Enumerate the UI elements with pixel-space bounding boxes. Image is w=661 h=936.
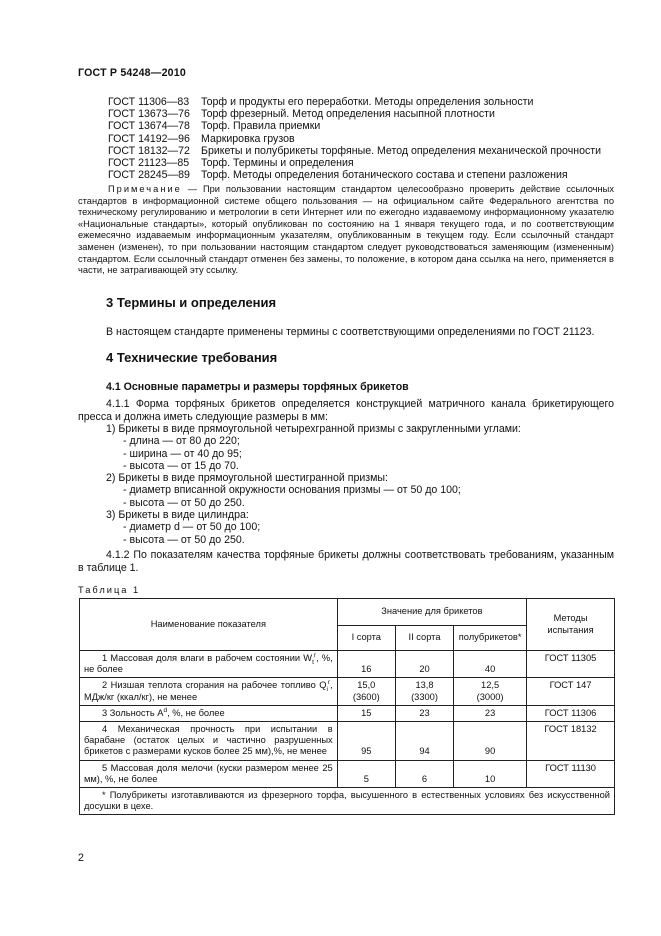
references-note <box>78 184 614 277</box>
table-row <box>80 678 615 705</box>
value-grade-2: 13,8 (3300) <box>395 678 453 705</box>
indicator-cell: 5 Массовая доля мелочи (куски размером менее 25 мм), %, не более <box>80 760 338 787</box>
list-item: - длина — от 80 до 220; <box>123 435 240 448</box>
value-grade-1: 15 <box>337 705 395 721</box>
list-item: - ширина — от 40 до 95; <box>123 447 242 460</box>
value-grade-2: 6 <box>395 760 453 787</box>
note-label: Примечание <box>108 184 182 194</box>
page-number: 2 <box>78 852 84 864</box>
reference-item <box>108 157 601 169</box>
list-item: - высота — от 15 до 70. <box>123 459 239 472</box>
header-grade-1: I сорта <box>337 626 395 651</box>
section-4-heading: 4 Технические требования <box>106 350 278 365</box>
table-row <box>80 651 615 678</box>
value-grade-1: 5 <box>337 760 395 787</box>
reference-item <box>108 96 601 108</box>
note-text: — При пользовании настоящим стандартом целесообразно проверить действие ссылочных стандартов в информационной системе общего пользования — на официальном сайте Федерального агентства по техническому регулированию и метрологии в сети Интернет или по ежегодно издаваемому информационному указателю «Национальные стандарты», который опубликован по состоянию на 1 января текущего года, и по соответствующим ежемесячно издаваемым информационным указателям, опубликованным в текущем году. Если ссылочный стандарт заменен (изменен), то при пользовании настоящим стандартом следует руководствоваться заменяющим (измененным) стандартом. Если ссылочный стандарт отменен без замены, то положение, в котором дана ссылка на него, применяется в части, не затрагивающей эту ссылку. <box>78 184 614 276</box>
header-half-briquettes: полубрикетов* <box>454 626 527 651</box>
indicator-cell: 4 Механическая прочность при испытании в барабане (остаток целых и частично разрушенных брикетов с размерами кусков более 25 мм),%, не менее <box>80 722 338 761</box>
table-row <box>80 722 615 761</box>
value-grade-2: 94 <box>395 722 453 761</box>
table-row <box>80 760 615 787</box>
list-item: - высота — от 50 до 250. <box>123 533 245 546</box>
reference-code: ГОСТ 11306—83 <box>108 96 190 108</box>
value-grade-1: 16 <box>337 651 395 678</box>
reference-item <box>108 133 601 145</box>
method-cell: ГОСТ 147 <box>527 678 615 705</box>
section-3-heading: 3 Термины и определения <box>106 295 277 310</box>
reference-title: Торф. Правила приемки <box>201 120 321 133</box>
list-item: - диаметр вписанной окружности основания призмы — от 50 до 100; <box>123 484 461 497</box>
reference-item <box>108 169 601 181</box>
reference-code: ГОСТ 13674—78 <box>108 120 190 133</box>
document-header: ГОСТ Р 54248—2010 <box>78 67 186 79</box>
header-grade-2: II сорта <box>395 626 453 651</box>
reference-title: Торф фрезерный. Метод определения насыпной плотности <box>201 108 495 121</box>
value-half-briquettes: 40 <box>454 651 527 678</box>
value-grade-1: 95 <box>337 722 395 761</box>
subsection-4-1-heading: 4.1 Основные параметры и размеры торфяных брикетов <box>106 381 409 393</box>
value-half-briquettes: 12,5 (3000) <box>454 678 527 705</box>
table-caption: Таблица 1 <box>78 585 141 595</box>
header-indicator: Наименование показателя <box>80 599 338 651</box>
header-values: Значение для брикетов <box>337 599 526 626</box>
reference-code: ГОСТ 18132—72 <box>108 144 190 157</box>
method-cell: ГОСТ 11130 <box>527 760 615 787</box>
paragraph-4-1-2: 4.1.2 По показателям качества торфяные брикеты должны соответствовать требованиям, указанным в таблице 1. <box>78 549 614 574</box>
normative-references-list <box>108 96 601 181</box>
value-half-briquettes: 23 <box>454 705 527 721</box>
table-footnote: * Полубрикеты изготавливаются из фрезерного торфа, высушенного в естественных условиях без искусственной досушки в цехе. <box>80 788 615 815</box>
method-cell: ГОСТ 18132 <box>527 722 615 761</box>
reference-title: Торф. Термины и определения <box>201 156 354 169</box>
value-half-briquettes: 10 <box>454 760 527 787</box>
reference-code: ГОСТ 14192—96 <box>108 132 190 145</box>
reference-code: ГОСТ 28245—89 <box>108 169 190 182</box>
indicator-cell: 3 Зольность $A^d$, %, не более <box>80 705 338 721</box>
list-item: - высота — от 50 до 250. <box>123 496 245 509</box>
reference-item <box>108 120 601 132</box>
table-header-row <box>80 599 615 626</box>
reference-code: ГОСТ 21123—85 <box>108 156 190 169</box>
value-grade-1: 15,0 (3600) <box>337 678 395 705</box>
method-cell: ГОСТ 11306 <box>527 705 615 721</box>
list-item: 3) Брикеты в виде цилиндра: <box>106 509 249 522</box>
reference-title: Брикеты и полубрикеты торфяные. Метод определения механической прочности <box>201 144 602 157</box>
value-grade-2: 20 <box>395 651 453 678</box>
indicator-cell: 2 Низшая теплота сгорания на рабочее топливо $Q_i^r$, МДж/кг (ккал/кг), не менее <box>80 678 338 705</box>
indicator-cell: 1 Массовая доля влаги в рабочем состоянии $W_t^r$, %, не более <box>80 651 338 678</box>
section-3-text: В настоящем стандарте применены термины с соответствующими определениями по ГОСТ 21123. <box>106 326 595 338</box>
value-half-briquettes: 90 <box>454 722 527 761</box>
header-methods: Методы испытания <box>527 599 615 651</box>
reference-title: Торф и продукты его переработки. Методы определения зольности <box>201 96 534 108</box>
reference-item <box>108 145 601 157</box>
reference-code: ГОСТ 13673—76 <box>108 108 190 121</box>
briquette-quality-table <box>79 598 615 815</box>
list-item: - диаметр d — от 50 до 100; <box>123 521 261 534</box>
reference-item <box>108 108 601 120</box>
paragraph-4-1-1: 4.1.1 Форма торфяных брикетов определяется конструкцией матричного канала брикетирующего пресса и должна иметь следующие размеры в мм: <box>78 398 614 423</box>
value-grade-2: 23 <box>395 705 453 721</box>
reference-title: Торф. Методы определения ботанического состава и степени разложения <box>201 169 568 182</box>
table-footnote-row <box>80 788 615 815</box>
list-item: 1) Брикеты в виде прямоугольной четырехгранной призмы с закругленными углами: <box>106 423 521 435</box>
reference-title: Маркировка грузов <box>201 132 295 145</box>
method-cell: ГОСТ 11305 <box>527 651 615 678</box>
table-row <box>80 705 615 721</box>
list-item: 2) Брикеты в виде прямоугольной шестигранной призмы: <box>106 472 388 485</box>
dimensions-list <box>106 423 521 546</box>
